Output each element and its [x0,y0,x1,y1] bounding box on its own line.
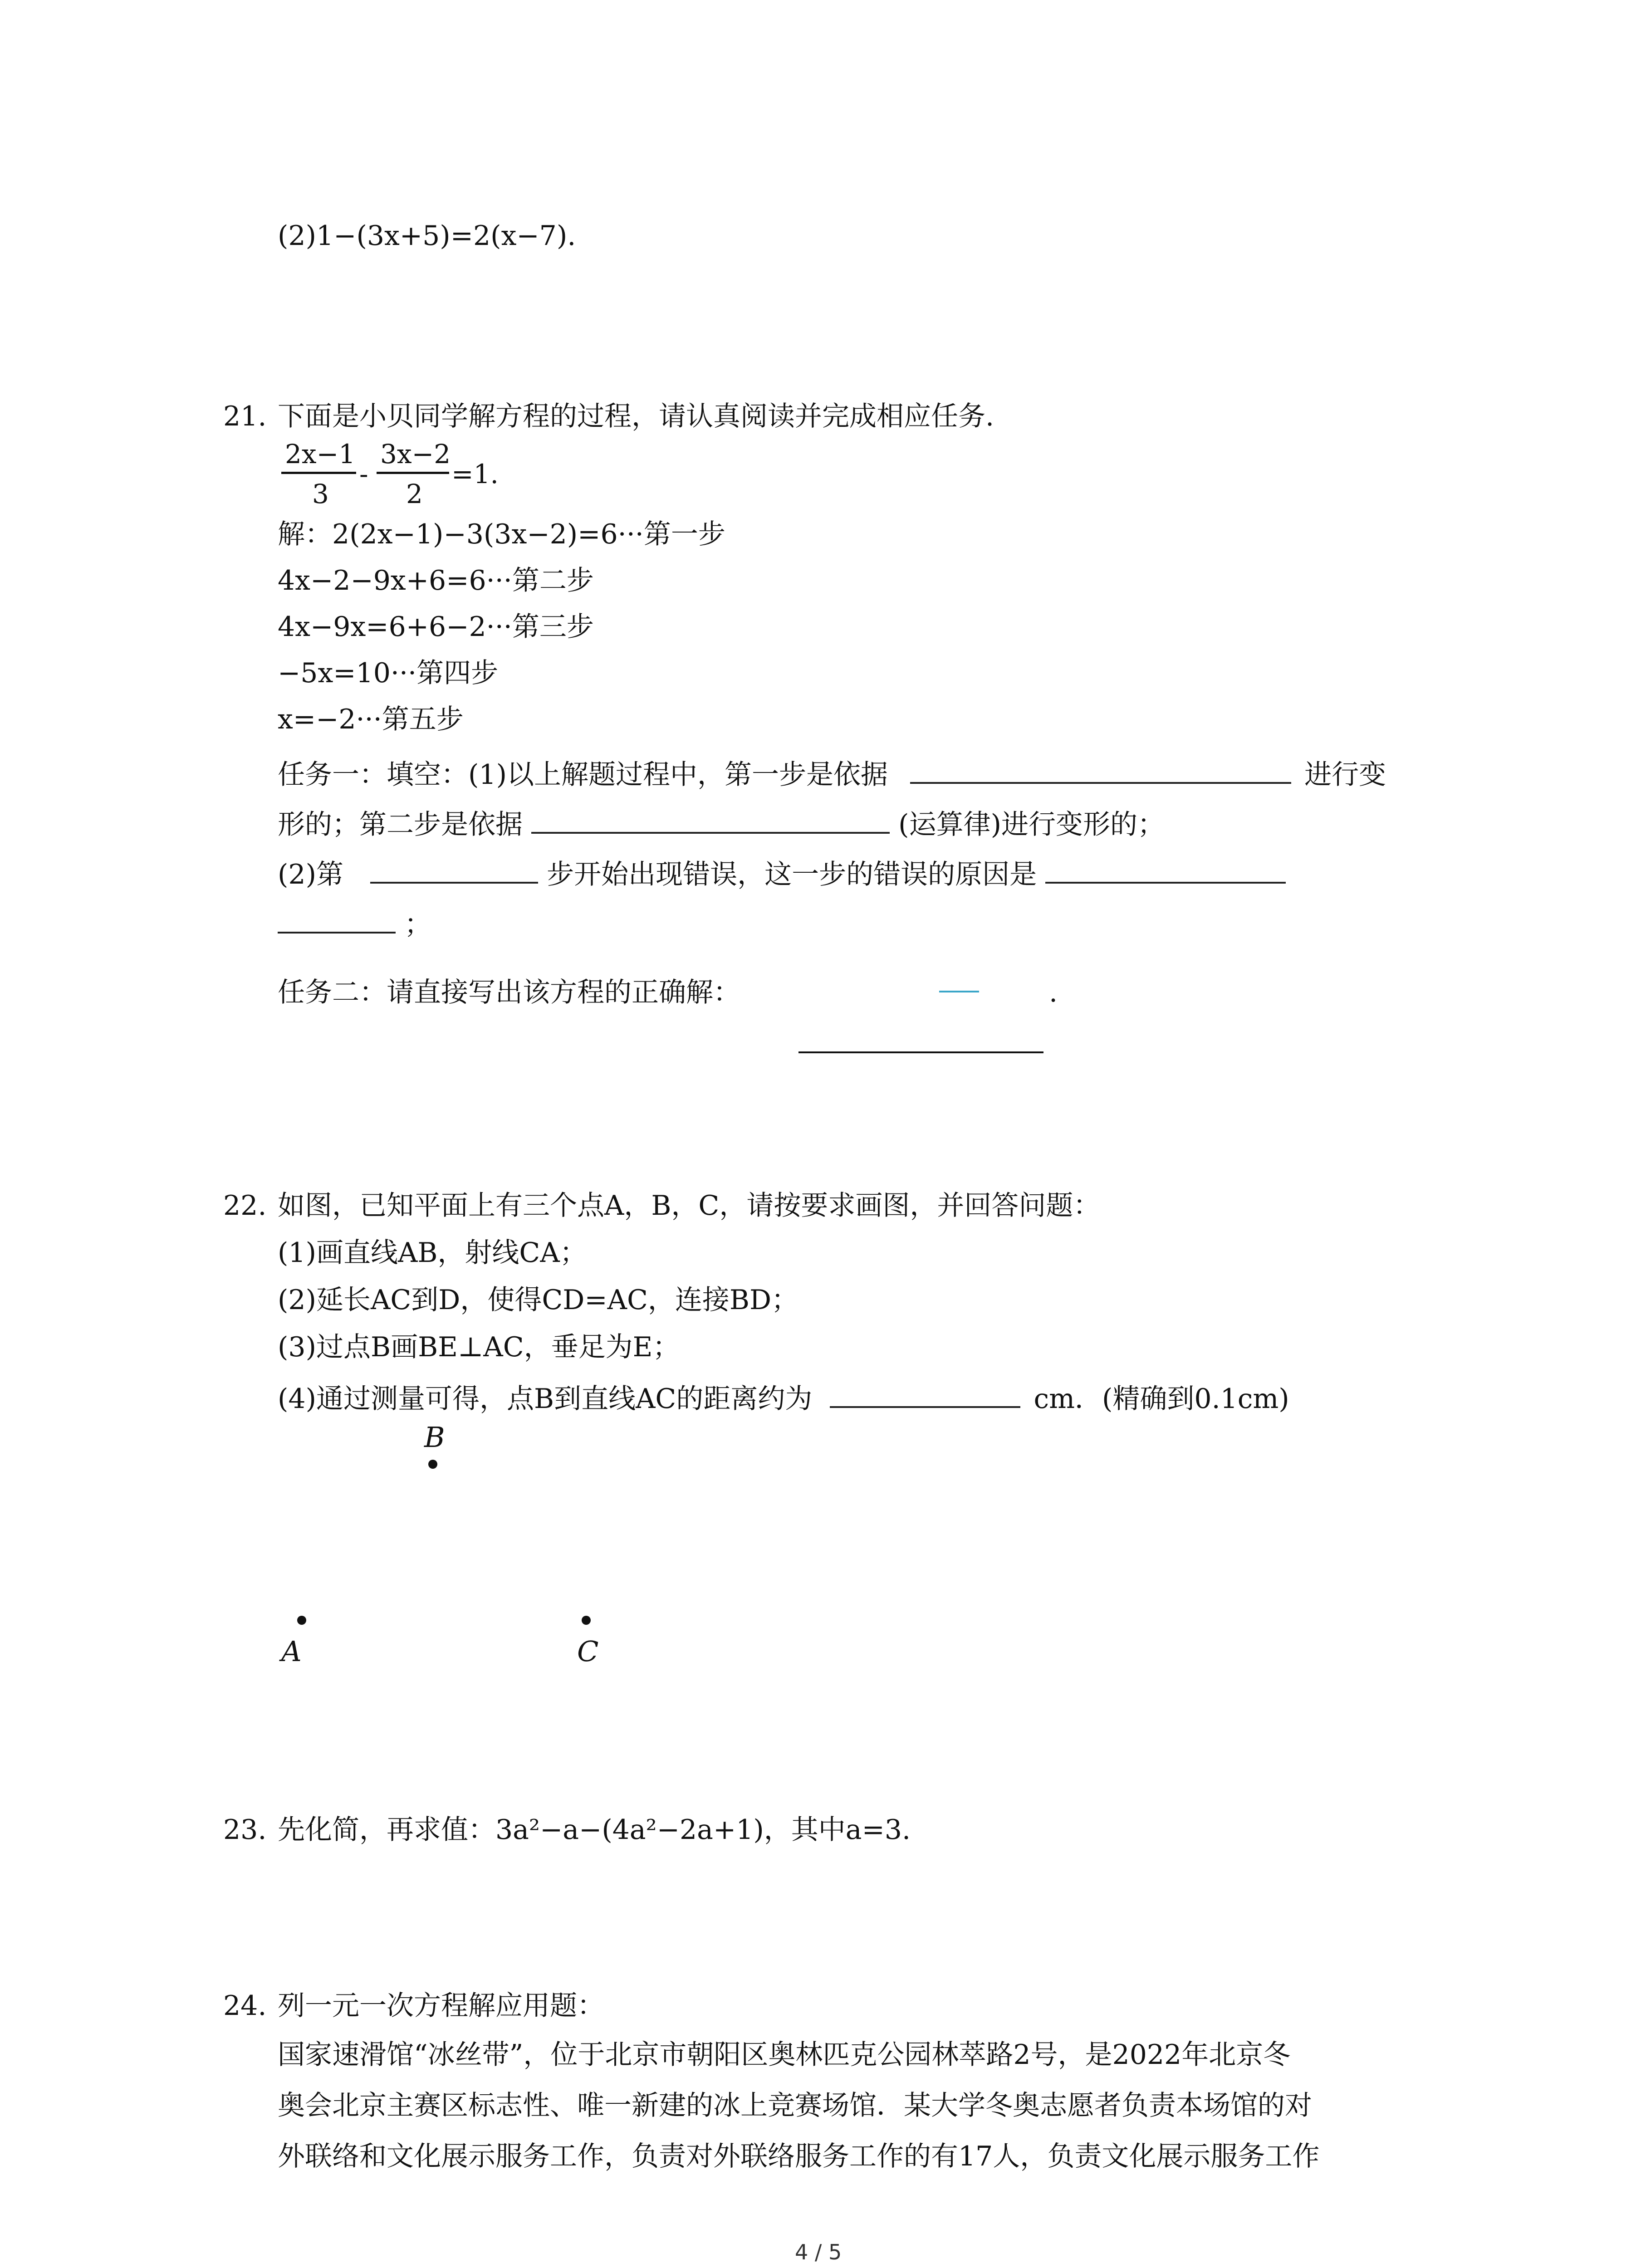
task1-line-3-mid: 步开始出现错误，这一步的错误的原因是 [547,859,1037,890]
solution-step-2: 4x−2−9x+6=6···第二步 [278,565,594,596]
blank-error-reason-cont[interactable] [278,906,396,934]
solution-step-5: x=−2···第五步 [278,704,464,735]
q22-item-4-tail: cm．(精确到0.1cm) [1034,1383,1289,1415]
q22-item-4 [278,1381,1289,1413]
minus-sign: - [359,459,368,489]
blank-step2-law[interactable] [531,807,890,834]
fraction-1-denominator: 3 [312,479,329,509]
q21-number: 21. [223,401,267,432]
solution-step-3: 4x−9x=6+6−2···第三步 [278,611,594,643]
page-number: 4 / 5 [795,2240,842,2264]
fraction-1-bar [281,472,356,474]
fraction-2-numerator: 3x−2 [380,439,451,469]
fraction-1-numerator: 2x−1 [285,439,356,469]
task1-line-1-tail: 进行变 [1304,759,1386,791]
q22-item-2: (2)延长AC到D，使得CD=AC，连接BD； [278,1284,799,1316]
q20-part2: (2)1−(3x+5)=2(x−7). [278,220,576,252]
task1-line-2-text: 形的；第二步是依据 [278,809,523,841]
accent-dash [939,991,979,992]
task2-line: 任务二：请直接写出该方程的正确解： [278,977,740,1008]
task2-tail: . [1049,977,1058,1008]
point-a [297,1616,306,1625]
task1-line-2 [278,807,1165,841]
q22-stem: 如图，已知平面上有三个点A，B，C，请按要求画图，并回答问题： [278,1190,1101,1222]
task1-line-4 [278,906,431,938]
q22-item-3: (3)过点B画BE⊥AC，垂足为E； [278,1331,680,1363]
point-b [428,1460,437,1469]
q24-line-1: 国家速滑馆“冰丝带”，位于北京市朝阳区奥林匹克公园林萃路2号，是2022年北京冬 [278,2039,1291,2071]
point-c [582,1616,591,1625]
q24-number: 24. [223,1990,267,2022]
label-b: B [424,1421,445,1454]
label-a: A [281,1635,302,1668]
task1-line-3 [278,856,1286,888]
task1-line-1 [278,757,1386,791]
q24-line-3: 外联络和文化展示服务工作，负责对外联络服务工作的有17人，负责文化展示服务工作 [278,2141,1320,2172]
label-c: C [577,1635,599,1668]
task1-line-2-tail: (运算律)进行变形的； [898,809,1165,841]
solution-step-1: 解：2(2x−1)−3(3x−2)=6···第一步 [278,518,725,550]
task1-line-4-tail: ； [404,909,432,940]
blank-step1-basis[interactable] [910,757,1291,784]
task1-line-1-text: 任务一：填空：(1)以上解题过程中，第一步是依据 [278,759,888,791]
blank-error-reason[interactable] [1045,856,1286,884]
q21-stem: 下面是小贝同学解方程的过程，请认真阅读并完成相应任务. [278,401,994,432]
q24-title: 列一元一次方程解应用题： [278,1990,604,2022]
q23-number: 23. [223,1814,267,1846]
solution-step-4: −5x=10···第四步 [278,657,499,689]
blank-correct-solution[interactable] [798,1051,1043,1053]
q22-item-1: (1)画直线AB，射线CA； [278,1237,587,1269]
q24-line-2: 奥会北京主赛区标志性、唯一新建的冰上竞赛场馆．某大学冬奥志愿者负责本场馆的对 [278,2090,1312,2121]
equation-rhs: =1. [451,459,499,489]
q22-number: 22. [223,1190,267,1222]
task1-line-3-text: (2)第 [278,859,343,890]
blank-distance[interactable] [830,1381,1020,1408]
fraction-2-bar [377,472,449,474]
blank-error-step[interactable] [370,856,538,884]
q23-text: 先化简，再求值：3a²−a−(4a²−2a+1)，其中a=3. [278,1814,911,1846]
fraction-2-denominator: 2 [406,479,423,509]
q22-item-4-text: (4)通过测量可得，点B到直线AC的距离约为 [278,1383,813,1415]
